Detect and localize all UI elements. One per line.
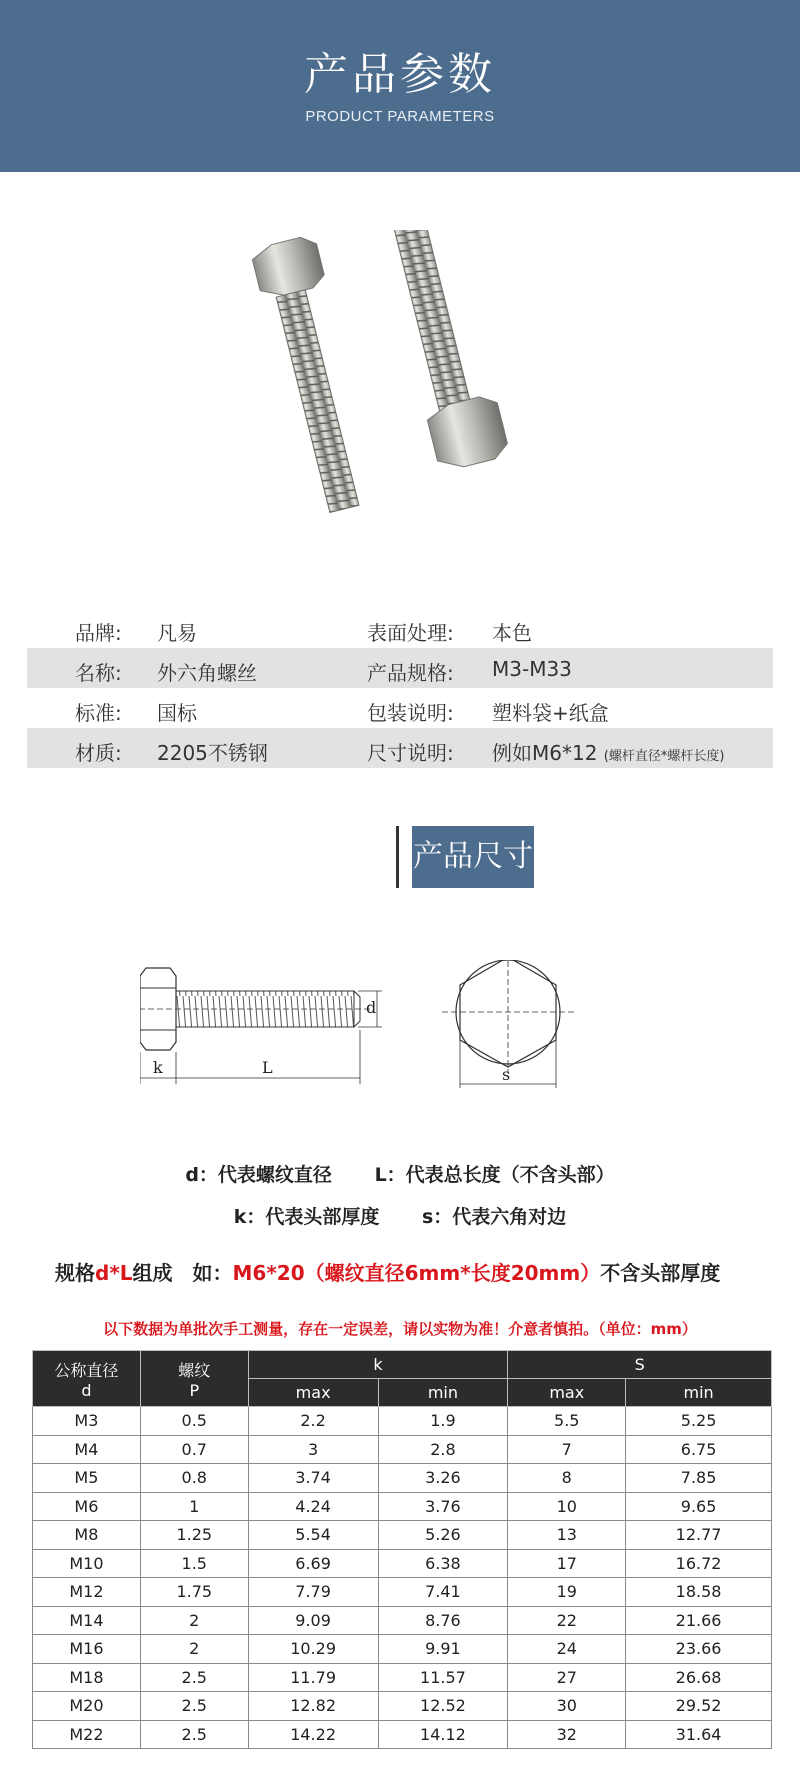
param-value: 本色 bbox=[492, 621, 532, 645]
product-photo bbox=[200, 230, 580, 560]
table-cell: M16 bbox=[33, 1635, 141, 1664]
table-row bbox=[33, 1606, 772, 1635]
table-cell: 1.25 bbox=[140, 1521, 248, 1550]
table-row bbox=[33, 1720, 772, 1749]
table-row bbox=[33, 1435, 772, 1464]
page-title: 产品参数 bbox=[304, 49, 496, 100]
spec-formula bbox=[55, 1257, 720, 1286]
param-value: 塑料袋+纸盒 bbox=[492, 701, 609, 725]
header-s-min: min bbox=[626, 1379, 772, 1407]
table-cell: 7.41 bbox=[378, 1578, 508, 1607]
table-cell: 14.22 bbox=[248, 1720, 378, 1749]
table-cell: 21.66 bbox=[626, 1606, 772, 1635]
table-cell: 29.52 bbox=[626, 1692, 772, 1721]
table-cell: 1.75 bbox=[140, 1578, 248, 1607]
param-value: M3-M33 bbox=[492, 657, 572, 681]
header-k-min: min bbox=[378, 1379, 508, 1407]
param-row-standard bbox=[27, 688, 773, 728]
table-cell: 0.8 bbox=[140, 1464, 248, 1493]
param-row-brand bbox=[27, 608, 773, 648]
formula-prefix: 规格 bbox=[55, 1261, 95, 1285]
table-cell: 1.5 bbox=[140, 1549, 248, 1578]
header-pitch bbox=[140, 1351, 248, 1407]
bolt-right bbox=[380, 230, 510, 473]
table-cell: 16.72 bbox=[626, 1549, 772, 1578]
table-cell: 5.26 bbox=[378, 1521, 508, 1550]
label-d: d bbox=[366, 998, 377, 1017]
table-cell: 0.5 bbox=[140, 1407, 248, 1436]
table-cell: 9.65 bbox=[626, 1492, 772, 1521]
param-value: 外六角螺丝 bbox=[157, 661, 257, 685]
size-example: 例如M6*12 bbox=[492, 741, 598, 765]
table-row bbox=[33, 1692, 772, 1721]
param-label: 产品规格: bbox=[367, 661, 454, 685]
label-s: s bbox=[502, 1065, 511, 1084]
table-cell: 31.64 bbox=[626, 1720, 772, 1749]
bolt-side-view bbox=[140, 968, 382, 1084]
table-cell: 2 bbox=[140, 1606, 248, 1635]
table-cell: M12 bbox=[33, 1578, 141, 1607]
table-row bbox=[33, 1464, 772, 1493]
table-cell: 0.7 bbox=[140, 1435, 248, 1464]
table-cell: 9.09 bbox=[248, 1606, 378, 1635]
table-cell: 6.38 bbox=[378, 1549, 508, 1578]
param-value: 2205不锈钢 bbox=[157, 741, 268, 765]
table-cell: 32 bbox=[508, 1720, 626, 1749]
table-cell: 12.52 bbox=[378, 1692, 508, 1721]
table-cell: M5 bbox=[33, 1464, 141, 1493]
table-cell: 5.54 bbox=[248, 1521, 378, 1550]
table-cell: 12.77 bbox=[626, 1521, 772, 1550]
table-cell: 1 bbox=[140, 1492, 248, 1521]
table-cell: M20 bbox=[33, 1692, 141, 1721]
table-cell: M18 bbox=[33, 1663, 141, 1692]
label-k: k bbox=[153, 1058, 163, 1077]
table-cell: M8 bbox=[33, 1521, 141, 1550]
table-cell: 30 bbox=[508, 1692, 626, 1721]
param-label: 标准: bbox=[75, 701, 122, 725]
table-cell: 12.82 bbox=[248, 1692, 378, 1721]
legend-line-1 bbox=[0, 1160, 800, 1187]
table-cell: M4 bbox=[33, 1435, 141, 1464]
table-cell: 2.8 bbox=[378, 1435, 508, 1464]
table-cell: 10 bbox=[508, 1492, 626, 1521]
param-label: 材质: bbox=[75, 741, 122, 765]
table-cell: 2.2 bbox=[248, 1407, 378, 1436]
table-cell: 2 bbox=[140, 1635, 248, 1664]
table-cell: 11.57 bbox=[378, 1663, 508, 1692]
page-subtitle: PRODUCT PARAMETERS bbox=[305, 108, 495, 125]
table-row bbox=[33, 1521, 772, 1550]
table-row bbox=[33, 1407, 772, 1436]
param-label: 品牌: bbox=[75, 621, 122, 645]
table-cell: M14 bbox=[33, 1606, 141, 1635]
size-example-note: (螺杆直径*螺杆长度) bbox=[603, 749, 725, 764]
header-diameter-label: 公称直径 bbox=[54, 1360, 119, 1380]
table-cell: 24 bbox=[508, 1635, 626, 1664]
table-cell: 3.74 bbox=[248, 1464, 378, 1493]
table-cell: 3 bbox=[248, 1435, 378, 1464]
table-cell: 26.68 bbox=[626, 1663, 772, 1692]
table-cell: 17 bbox=[508, 1549, 626, 1578]
param-row-name bbox=[27, 648, 773, 688]
header-diameter bbox=[33, 1351, 141, 1407]
dimension-diagram bbox=[140, 960, 640, 1130]
param-label: 表面处理: bbox=[367, 621, 454, 645]
table-cell: 3.76 bbox=[378, 1492, 508, 1521]
heading-divider bbox=[396, 826, 399, 888]
bolt-top-view bbox=[442, 960, 574, 1088]
table-cell: 7 bbox=[508, 1435, 626, 1464]
header-banner bbox=[0, 0, 800, 172]
formula-suffix: 不含头部厚度 bbox=[600, 1261, 721, 1285]
header-pitch-symbol: P bbox=[189, 1380, 200, 1400]
table-cell: 2.5 bbox=[140, 1720, 248, 1749]
table-row bbox=[33, 1549, 772, 1578]
table-cell: M10 bbox=[33, 1549, 141, 1578]
table-cell: M22 bbox=[33, 1720, 141, 1749]
table-body bbox=[33, 1407, 772, 1749]
table-cell: 18.58 bbox=[626, 1578, 772, 1607]
param-value bbox=[492, 737, 724, 766]
size-heading-label: 产品尺寸 bbox=[412, 826, 534, 888]
table-cell: 9.91 bbox=[378, 1635, 508, 1664]
table-row bbox=[33, 1578, 772, 1607]
formula-example: M6*20（螺纹直径6mm*长度20mm） bbox=[232, 1261, 601, 1285]
table-cell: 2.5 bbox=[140, 1692, 248, 1721]
table-cell: 13 bbox=[508, 1521, 626, 1550]
legend-d: d：代表螺纹直径 bbox=[185, 1164, 332, 1186]
param-label: 名称: bbox=[75, 661, 122, 685]
measurement-note: 以下数据为单批次手工测量，存在一定误差，请以实物为准！介意者慎拍。（单位：mm） bbox=[103, 1320, 697, 1338]
table-cell: 5.5 bbox=[508, 1407, 626, 1436]
bolt-left bbox=[250, 234, 380, 516]
table-cell: 4.24 bbox=[248, 1492, 378, 1521]
table-cell: 7.79 bbox=[248, 1578, 378, 1607]
table-cell: 3.26 bbox=[378, 1464, 508, 1493]
table-cell: 8.76 bbox=[378, 1606, 508, 1635]
param-value: 国标 bbox=[157, 701, 197, 725]
legend-s: s：代表六角对边 bbox=[421, 1206, 567, 1228]
param-label: 尺寸说明: bbox=[367, 741, 454, 765]
header-k-max: max bbox=[248, 1379, 378, 1407]
legend-L: L：代表总长度（不含头部） bbox=[374, 1164, 615, 1186]
table-cell: 23.66 bbox=[626, 1635, 772, 1664]
table-header-row bbox=[33, 1351, 772, 1379]
table-row bbox=[33, 1663, 772, 1692]
header-k: k bbox=[248, 1351, 508, 1379]
header-s-max: max bbox=[508, 1379, 626, 1407]
table-cell: 19 bbox=[508, 1578, 626, 1607]
table-cell: 1.9 bbox=[378, 1407, 508, 1436]
table-row bbox=[33, 1635, 772, 1664]
table-cell: 5.25 bbox=[626, 1407, 772, 1436]
table-cell: 8 bbox=[508, 1464, 626, 1493]
table-cell: 2.5 bbox=[140, 1663, 248, 1692]
formula-mid: 组成 如： bbox=[132, 1261, 233, 1285]
header-diameter-symbol: d bbox=[81, 1380, 92, 1400]
table-cell: 6.69 bbox=[248, 1549, 378, 1578]
label-L: L bbox=[262, 1058, 273, 1077]
table-cell: M6 bbox=[33, 1492, 141, 1521]
table-cell: M3 bbox=[33, 1407, 141, 1436]
table-cell: 14.12 bbox=[378, 1720, 508, 1749]
table-cell: 10.29 bbox=[248, 1635, 378, 1664]
formula-dl: d*L bbox=[95, 1261, 133, 1285]
table-cell: 22 bbox=[508, 1606, 626, 1635]
param-row-material bbox=[27, 728, 773, 768]
param-label: 包装说明: bbox=[367, 701, 454, 725]
header-pitch-label: 螺纹 bbox=[178, 1360, 211, 1380]
table-cell: 6.75 bbox=[626, 1435, 772, 1464]
table-cell: 7.85 bbox=[626, 1464, 772, 1493]
legend-line-2 bbox=[0, 1202, 800, 1229]
header-s: S bbox=[508, 1351, 772, 1379]
table-cell: 27 bbox=[508, 1663, 626, 1692]
table-cell: 11.79 bbox=[248, 1663, 378, 1692]
param-value: 凡易 bbox=[157, 621, 197, 645]
spec-table bbox=[32, 1350, 772, 1749]
legend-k: k：代表头部厚度 bbox=[233, 1206, 380, 1228]
parameter-list bbox=[27, 608, 773, 768]
table-row bbox=[33, 1492, 772, 1521]
